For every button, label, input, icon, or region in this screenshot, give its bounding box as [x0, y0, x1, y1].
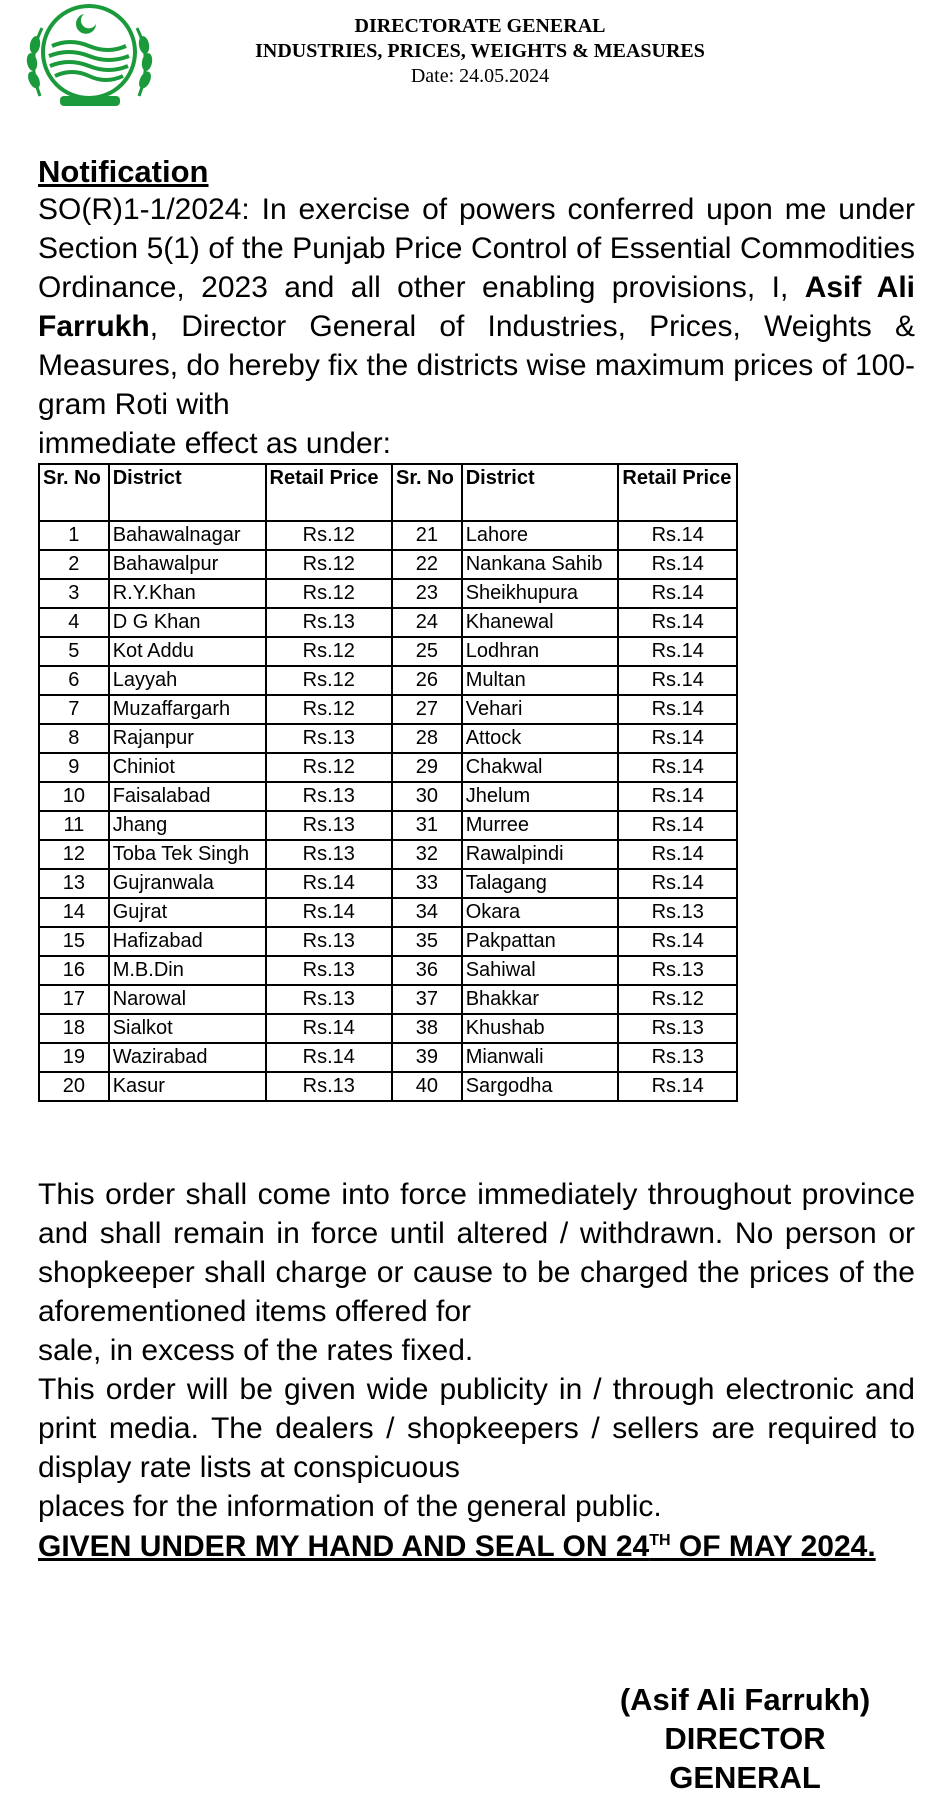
table-row — [39, 811, 737, 840]
table-row — [39, 1072, 737, 1101]
district-cell: Talagang — [462, 869, 619, 898]
sr-no-cell: 15 — [39, 927, 109, 956]
district-cell: Jhang — [109, 811, 266, 840]
sr-no-cell: 30 — [392, 782, 462, 811]
notification-paragraph — [38, 190, 915, 463]
sr-no-cell: 3 — [39, 579, 109, 608]
district-cell: Pakpattan — [462, 927, 619, 956]
sr-no-cell: 17 — [39, 985, 109, 1014]
price-cell: Rs.14 — [618, 550, 737, 579]
order-paragraphs — [38, 1175, 915, 1526]
district-cell: Mianwali — [462, 1043, 619, 1072]
district-cell: Lahore — [462, 521, 619, 550]
price-cell: Rs.13 — [266, 811, 392, 840]
sr-no-cell: 20 — [39, 1072, 109, 1101]
district-cell: Bahawalnagar — [109, 521, 266, 550]
price-cell: Rs.14 — [618, 695, 737, 724]
sr-no-cell: 16 — [39, 956, 109, 985]
district-cell: Kasur — [109, 1072, 266, 1101]
sr-no-cell: 7 — [39, 695, 109, 724]
sr-no-cell: 35 — [392, 927, 462, 956]
table-row — [39, 782, 737, 811]
price-cell: Rs.12 — [266, 579, 392, 608]
table-row — [39, 1043, 737, 1072]
table-row — [39, 695, 737, 724]
sr-no-cell: 21 — [392, 521, 462, 550]
price-cell: Rs.14 — [618, 840, 737, 869]
price-cell: Rs.14 — [618, 637, 737, 666]
table-row — [39, 869, 737, 898]
price-cell: Rs.14 — [618, 869, 737, 898]
signatory-title-line2: GENERAL — [669, 1760, 821, 1795]
order-paragraph-last-line: sale, in excess of the rates fixed. — [38, 1334, 474, 1367]
sr-no-cell: 6 — [39, 666, 109, 695]
sr-no-cell: 24 — [392, 608, 462, 637]
district-cell: Murree — [462, 811, 619, 840]
publicity-paragraph: This order will be given wide publicity in / through electronic and print media. The dealers / shopkeepers / sellers are required to display rate lists at conspicuous — [38, 1373, 915, 1484]
sr-no-cell: 14 — [39, 898, 109, 927]
price-cell: Rs.12 — [266, 695, 392, 724]
price-cell: Rs.14 — [618, 666, 737, 695]
table-header-row — [39, 464, 737, 521]
header-retail-price: Retail Price — [266, 464, 392, 521]
punjab-government-logo — [22, 0, 157, 112]
header-district: District — [462, 464, 619, 521]
sr-no-cell: 34 — [392, 898, 462, 927]
sr-no-cell: 31 — [392, 811, 462, 840]
price-cell: Rs.13 — [266, 956, 392, 985]
price-cell: Rs.14 — [618, 724, 737, 753]
district-cell: Rajanpur — [109, 724, 266, 753]
district-cell: Wazirabad — [109, 1043, 266, 1072]
signature-block — [600, 1680, 890, 1797]
signatory-title-line1: DIRECTOR — [664, 1721, 826, 1756]
price-cell: Rs.14 — [618, 1072, 737, 1101]
header-department: INDUSTRIES, PRICES, WEIGHTS & MEASURES — [255, 40, 705, 62]
sr-no-cell: 25 — [392, 637, 462, 666]
table-row — [39, 1014, 737, 1043]
district-cell: Attock — [462, 724, 619, 753]
price-cell: Rs.14 — [618, 579, 737, 608]
sr-no-cell: 28 — [392, 724, 462, 753]
sr-no-cell: 27 — [392, 695, 462, 724]
price-cell: Rs.14 — [618, 521, 737, 550]
order-paragraph: This order shall come into force immediately throughout province and shall remain in force until altered / withdrawn. No person or shopkeeper shall charge or cause to be charged the prices of the aforementioned items offered for — [38, 1178, 915, 1328]
district-cell: Narowal — [109, 985, 266, 1014]
sr-no-cell: 13 — [39, 869, 109, 898]
district-cell: Bhakkar — [462, 985, 619, 1014]
header-directorate: DIRECTORATE GENERAL — [354, 15, 606, 37]
sr-no-cell: 38 — [392, 1014, 462, 1043]
price-cell: Rs.14 — [618, 753, 737, 782]
sr-no-cell: 4 — [39, 608, 109, 637]
sr-no-cell: 33 — [392, 869, 462, 898]
sr-no-cell: 19 — [39, 1043, 109, 1072]
sr-no-cell: 2 — [39, 550, 109, 579]
given-text-before: GIVEN UNDER MY HAND AND SEAL ON 24 — [38, 1530, 650, 1563]
sr-no-cell: 22 — [392, 550, 462, 579]
district-cell: Sargodha — [462, 1072, 619, 1101]
sr-no-cell: 39 — [392, 1043, 462, 1072]
table-row — [39, 579, 737, 608]
price-cell: Rs.13 — [618, 898, 737, 927]
district-cell: Toba Tek Singh — [109, 840, 266, 869]
district-cell: Faisalabad — [109, 782, 266, 811]
district-cell: Sheikhupura — [462, 579, 619, 608]
table-row — [39, 898, 737, 927]
para1-text-after: , Director General of Industries, Prices, Weights & Measures, do hereby fix the districts wise maximum prices of 100-gram Roti with — [38, 310, 915, 421]
signatory-name: (Asif Ali Farrukh) — [619, 1682, 871, 1717]
sr-no-cell: 9 — [39, 753, 109, 782]
header-sr-no: Sr. No — [392, 464, 462, 521]
price-cell: Rs.14 — [266, 1014, 392, 1043]
header-sr-no: Sr. No — [39, 464, 109, 521]
price-cell: Rs.12 — [266, 637, 392, 666]
sr-no-cell: 5 — [39, 637, 109, 666]
header-district: District — [109, 464, 266, 521]
district-cell: Okara — [462, 898, 619, 927]
district-cell: Chiniot — [109, 753, 266, 782]
price-cell: Rs.13 — [618, 956, 737, 985]
sr-no-cell: 32 — [392, 840, 462, 869]
district-cell: Rawalpindi — [462, 840, 619, 869]
table-row — [39, 927, 737, 956]
price-cell: Rs.13 — [266, 782, 392, 811]
sr-no-cell: 18 — [39, 1014, 109, 1043]
officer-name: Asif Ali Farrukh — [38, 271, 915, 343]
document-header — [180, 14, 780, 89]
sr-no-cell: 29 — [392, 753, 462, 782]
district-cell: D G Khan — [109, 608, 266, 637]
price-cell: Rs.12 — [266, 666, 392, 695]
price-cell: Rs.14 — [618, 927, 737, 956]
price-cell: Rs.13 — [266, 840, 392, 869]
table-row — [39, 550, 737, 579]
price-cell: Rs.14 — [266, 1043, 392, 1072]
district-cell: Jhelum — [462, 782, 619, 811]
district-cell: Layyah — [109, 666, 266, 695]
table-row — [39, 608, 737, 637]
district-cell: Khushab — [462, 1014, 619, 1043]
table-row — [39, 753, 737, 782]
district-cell: Vehari — [462, 695, 619, 724]
table-row — [39, 521, 737, 550]
price-cell: Rs.14 — [266, 898, 392, 927]
district-cell: M.B.Din — [109, 956, 266, 985]
district-cell: Chakwal — [462, 753, 619, 782]
table-row — [39, 666, 737, 695]
price-cell: Rs.13 — [618, 1043, 737, 1072]
price-cell: Rs.12 — [266, 753, 392, 782]
sr-no-cell: 40 — [392, 1072, 462, 1101]
district-cell: R.Y.Khan — [109, 579, 266, 608]
header-retail-price: Retail Price — [618, 464, 737, 521]
price-cell: Rs.12 — [266, 521, 392, 550]
price-cell: Rs.13 — [266, 608, 392, 637]
sr-no-cell: 12 — [39, 840, 109, 869]
table-row — [39, 724, 737, 753]
district-cell: Hafizabad — [109, 927, 266, 956]
sr-no-cell: 11 — [39, 811, 109, 840]
notification-title: Notification — [38, 154, 209, 189]
publicity-paragraph-last-line: places for the information of the general public. — [38, 1490, 662, 1523]
district-cell: Gujrat — [109, 898, 266, 927]
district-cell: Gujranwala — [109, 869, 266, 898]
table-row — [39, 985, 737, 1014]
price-cell: Rs.13 — [266, 724, 392, 753]
district-cell: Khanewal — [462, 608, 619, 637]
district-cell: Bahawalpur — [109, 550, 266, 579]
sr-no-cell: 1 — [39, 521, 109, 550]
district-cell: Sialkot — [109, 1014, 266, 1043]
table-row — [39, 637, 737, 666]
district-cell: Kot Addu — [109, 637, 266, 666]
sr-no-cell: 23 — [392, 579, 462, 608]
price-cell: Rs.14 — [266, 869, 392, 898]
given-under-seal — [38, 1527, 915, 1566]
para1-text-before: SO(R)1-1/2024: In exercise of powers conferred upon me under Section 5(1) of the Punjab Price Control of Essential Commodities Ordinance, 2023 and all other enabling provisions, I, — [38, 193, 915, 304]
price-cell: Rs.13 — [266, 927, 392, 956]
price-cell: Rs.14 — [618, 811, 737, 840]
sr-no-cell: 36 — [392, 956, 462, 985]
price-cell: Rs.14 — [618, 608, 737, 637]
sr-no-cell: 10 — [39, 782, 109, 811]
header-date: Date: 24.05.2024 — [410, 65, 550, 87]
district-cell: Lodhran — [462, 637, 619, 666]
price-cell: Rs.13 — [266, 1072, 392, 1101]
given-text-after: OF MAY 2024. — [670, 1530, 876, 1563]
price-cell: Rs.13 — [618, 1014, 737, 1043]
sr-no-cell: 26 — [392, 666, 462, 695]
roti-price-table — [38, 463, 738, 1102]
district-cell: Multan — [462, 666, 619, 695]
sr-no-cell: 37 — [392, 985, 462, 1014]
price-cell: Rs.14 — [618, 782, 737, 811]
para1-last-line: immediate effect as under: — [38, 427, 391, 460]
price-cell: Rs.12 — [618, 985, 737, 1014]
sr-no-cell: 8 — [39, 724, 109, 753]
price-cell: Rs.12 — [266, 550, 392, 579]
district-cell: Nankana Sahib — [462, 550, 619, 579]
district-cell: Muzaffargarh — [109, 695, 266, 724]
table-row — [39, 840, 737, 869]
price-cell: Rs.13 — [266, 985, 392, 1014]
district-cell: Sahiwal — [462, 956, 619, 985]
given-superscript: TH — [649, 1532, 671, 1549]
table-row — [39, 956, 737, 985]
